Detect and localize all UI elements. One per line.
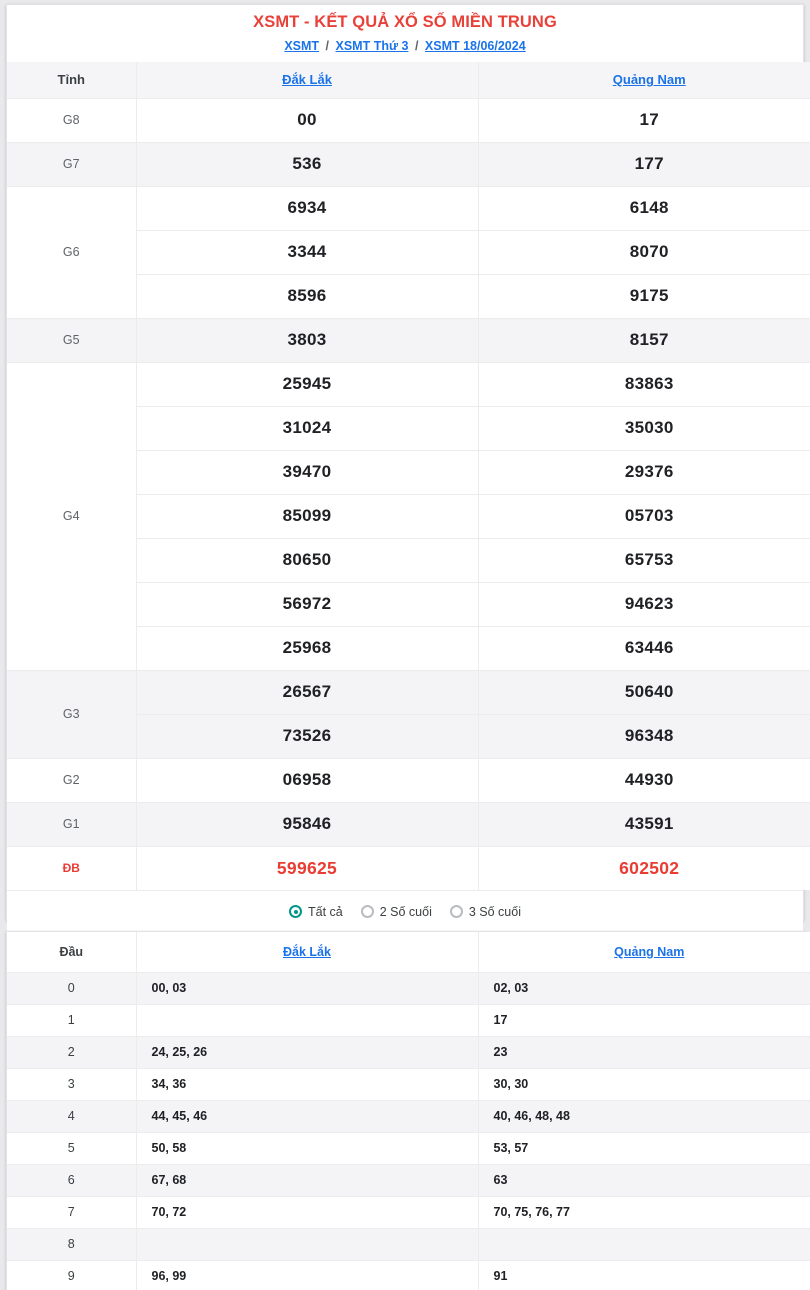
summary-cell-dak-lak: 70, 72 <box>136 1196 478 1228</box>
summary-table-body <box>7 972 810 1290</box>
breadcrumb-separator: / <box>325 39 330 53</box>
summary-cell-dak-lak: 00, 03 <box>136 972 478 1004</box>
prize-number: 6934 <box>136 186 478 230</box>
summary-cell-quang-nam: 17 <box>478 1004 810 1036</box>
prize-label-g7: G7 <box>7 142 136 186</box>
summary-row <box>7 1036 810 1068</box>
radio-icon-unselected[interactable] <box>361 905 374 918</box>
prize-number: 177 <box>478 142 810 186</box>
prize-number: 26567 <box>136 670 478 714</box>
breadcrumb-link-2[interactable]: XSMT 18/06/2024 <box>424 39 526 53</box>
province-link-quang-nam[interactable]: Quảng Nam <box>612 72 686 88</box>
column-header-province: Tỉnh <box>7 62 136 98</box>
column-header-dak-lak <box>136 932 478 972</box>
column-header-head-digit: Đầu <box>7 932 136 972</box>
summary-row <box>7 1196 810 1228</box>
summary-cell-quang-nam: 70, 75, 76, 77 <box>478 1196 810 1228</box>
summary-row <box>7 1132 810 1164</box>
prize-number: 8157 <box>478 318 810 362</box>
results-table <box>7 62 810 890</box>
prize-row <box>7 186 810 230</box>
prize-number: 85099 <box>136 494 478 538</box>
summary-cell-quang-nam: 63 <box>478 1164 810 1196</box>
prize-number: 56972 <box>136 582 478 626</box>
radio-icon-selected[interactable] <box>289 905 302 918</box>
summary-cell-quang-nam: 23 <box>478 1036 810 1068</box>
summary-cell-quang-nam: 53, 57 <box>478 1132 810 1164</box>
head-digit-summary-card <box>6 931 804 1290</box>
prize-number: 31024 <box>136 406 478 450</box>
prize-label-g2: G2 <box>7 758 136 802</box>
head-digit-label: 8 <box>7 1228 136 1260</box>
summary-row <box>7 1068 810 1100</box>
summary-cell-quang-nam: 91 <box>478 1260 810 1290</box>
summary-cell-quang-nam: 02, 03 <box>478 972 810 1004</box>
prize-number: 25945 <box>136 362 478 406</box>
prize-number: 25968 <box>136 626 478 670</box>
head-digit-label: 2 <box>7 1036 136 1068</box>
province-link-dak-lak[interactable]: Đắk Lắk <box>282 72 332 88</box>
prize-label-g8: G8 <box>7 98 136 142</box>
filter-option-label: Tất cả <box>308 904 343 919</box>
prize-number: 50640 <box>478 670 810 714</box>
prize-row <box>7 670 810 714</box>
prize-number: 00 <box>136 98 478 142</box>
prize-number: 29376 <box>478 450 810 494</box>
filter-option-label: 3 Số cuối <box>468 904 521 919</box>
summary-row <box>7 1100 810 1132</box>
head-digit-label: 0 <box>7 972 136 1004</box>
prize-number: 65753 <box>478 538 810 582</box>
summary-row <box>7 1164 810 1196</box>
summary-row <box>7 1260 810 1290</box>
summary-row <box>7 972 810 1004</box>
summary-cell-quang-nam: 30, 30 <box>478 1068 810 1100</box>
summary-cell-dak-lak <box>136 1004 478 1036</box>
filter-option-last-2[interactable] <box>361 905 432 919</box>
head-digit-label: 1 <box>7 1004 136 1036</box>
breadcrumb-link-0[interactable]: XSMT <box>284 39 320 53</box>
summary-header-row <box>7 932 810 972</box>
prize-number: 63446 <box>478 626 810 670</box>
summary-cell-dak-lak: 67, 68 <box>136 1164 478 1196</box>
province-link-dak-lak[interactable]: Đắk Lắk <box>283 944 331 959</box>
prize-number: 39470 <box>136 450 478 494</box>
summary-cell-quang-nam: 40, 46, 48, 48 <box>478 1100 810 1132</box>
column-header-quang-nam <box>478 62 810 98</box>
summary-row <box>7 1228 810 1260</box>
prize-label-đb: ĐB <box>7 846 136 890</box>
prize-label-g1: G1 <box>7 802 136 846</box>
summary-cell-dak-lak <box>136 1228 478 1260</box>
prize-row <box>7 318 810 362</box>
prize-number: 43591 <box>478 802 810 846</box>
prize-row <box>7 758 810 802</box>
prize-number: 73526 <box>136 714 478 758</box>
prize-number: 536 <box>136 142 478 186</box>
summary-cell-dak-lak: 24, 25, 26 <box>136 1036 478 1068</box>
filter-option-all[interactable] <box>289 905 343 919</box>
prize-row <box>7 142 810 186</box>
breadcrumb-link-1[interactable]: XSMT Thứ 3 <box>335 39 409 53</box>
summary-cell-dak-lak: 34, 36 <box>136 1068 478 1100</box>
digit-filter-group <box>7 890 803 932</box>
prize-row <box>7 362 810 406</box>
prize-number: 96348 <box>478 714 810 758</box>
prize-label-g5: G5 <box>7 318 136 362</box>
breadcrumb-separator: / <box>414 39 419 53</box>
filter-option-last-3[interactable] <box>450 905 521 919</box>
prize-number: 95846 <box>136 802 478 846</box>
prize-number: 06958 <box>136 758 478 802</box>
results-table-body <box>7 98 810 890</box>
prize-number: 9175 <box>478 274 810 318</box>
radio-icon-unselected[interactable] <box>450 905 463 918</box>
prize-number: 44930 <box>478 758 810 802</box>
summary-row <box>7 1004 810 1036</box>
head-digit-label: 3 <box>7 1068 136 1100</box>
prize-number: 80650 <box>136 538 478 582</box>
results-table-header-row <box>7 62 810 98</box>
prize-label-g6: G6 <box>7 186 136 318</box>
prize-number: 6148 <box>478 186 810 230</box>
head-digit-label: 5 <box>7 1132 136 1164</box>
head-digit-label: 4 <box>7 1100 136 1132</box>
head-digit-label: 9 <box>7 1260 136 1290</box>
breadcrumb <box>7 32 803 62</box>
prize-number: 35030 <box>478 406 810 450</box>
prize-number: 94623 <box>478 582 810 626</box>
prize-row <box>7 802 810 846</box>
prize-row <box>7 846 810 890</box>
summary-cell-dak-lak: 50, 58 <box>136 1132 478 1164</box>
summary-cell-quang-nam <box>478 1228 810 1260</box>
prize-number: 05703 <box>478 494 810 538</box>
prize-number: 599625 <box>136 846 478 890</box>
prize-label-g3: G3 <box>7 670 136 758</box>
prize-row <box>7 98 810 142</box>
prize-number: 8070 <box>478 230 810 274</box>
head-digit-summary-table <box>7 932 810 1290</box>
summary-cell-dak-lak: 96, 99 <box>136 1260 478 1290</box>
head-digit-label: 7 <box>7 1196 136 1228</box>
prize-number: 8596 <box>136 274 478 318</box>
filter-option-label: 2 Số cuối <box>379 904 432 919</box>
head-digit-label: 6 <box>7 1164 136 1196</box>
prize-number: 83863 <box>478 362 810 406</box>
column-header-dak-lak <box>136 62 478 98</box>
prize-number: 3344 <box>136 230 478 274</box>
summary-cell-dak-lak: 44, 45, 46 <box>136 1100 478 1132</box>
province-link-quang-nam[interactable]: Quảng Nam <box>614 944 685 959</box>
prize-number: 17 <box>478 98 810 142</box>
results-card <box>6 4 804 920</box>
prize-label-g4: G4 <box>7 362 136 670</box>
prize-number: 602502 <box>478 846 810 890</box>
column-header-quang-nam <box>478 932 810 972</box>
page-title: XSMT - KẾT QUẢ XỔ SỐ MIỀN TRUNG <box>253 13 557 31</box>
prize-number: 3803 <box>136 318 478 362</box>
